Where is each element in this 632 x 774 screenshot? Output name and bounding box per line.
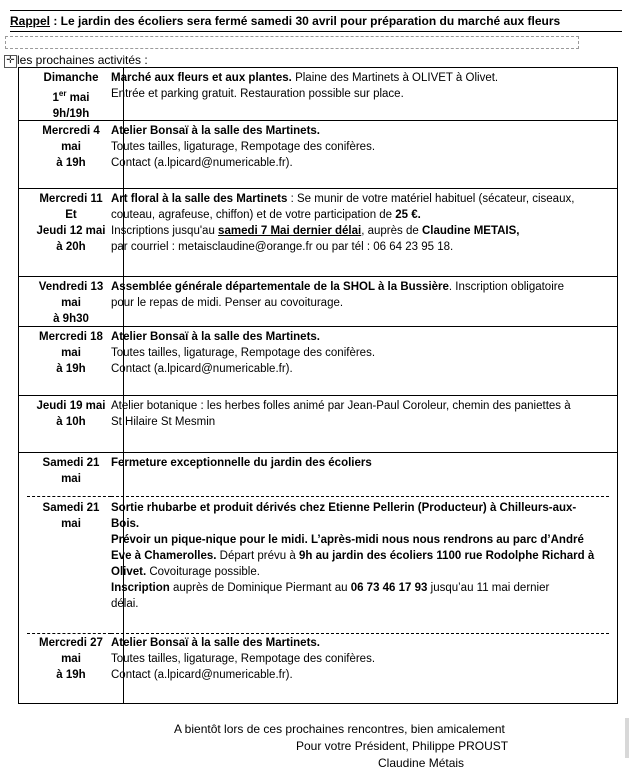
activity-date-line: Samedi 21 bbox=[42, 457, 100, 469]
activity-date-line: à 19h bbox=[56, 157, 86, 169]
reminder-text: : Le jardin des écoliers sera fermé samedi 30 avril pour préparation du marché aux fleurs bbox=[50, 14, 561, 28]
row-separator-left bbox=[27, 633, 111, 634]
activity-date bbox=[19, 455, 123, 487]
row-separator-right bbox=[111, 633, 609, 634]
text-run: Covoiturage possible. bbox=[146, 566, 260, 578]
activity-date-line: Mercredi 18 bbox=[39, 331, 103, 343]
row-separator-left bbox=[27, 496, 111, 497]
text-run: 9h au jardin des écoliers 1100 rue Rodolphe Richard à bbox=[298, 550, 595, 562]
activity-date bbox=[19, 329, 123, 377]
activity-description-line bbox=[111, 455, 609, 471]
activity-description-line bbox=[111, 139, 609, 155]
activity-description-line bbox=[111, 596, 609, 612]
activity-date-line: Vendredi 13 bbox=[38, 281, 104, 293]
activity-date-line: 9h/19h bbox=[52, 107, 90, 120]
activity-description-line bbox=[111, 398, 609, 414]
activity-row bbox=[19, 188, 617, 277]
text-run: St Hilaire St Mesmin bbox=[111, 416, 216, 428]
text-run: Prévoir un pique-nique pour le midi. L’après-midi nous nous rendrons au parc d’André bbox=[111, 534, 584, 546]
activities-table bbox=[18, 67, 618, 704]
activity-date bbox=[19, 123, 123, 171]
text-run: Départ prévu à bbox=[216, 550, 299, 562]
activity-date-line: Mercredi 27 bbox=[39, 637, 103, 649]
activity-description-line bbox=[111, 667, 609, 683]
activity-date-line: mai bbox=[61, 653, 81, 665]
activity-date-line: Et bbox=[65, 209, 77, 221]
closing-line: A bientôt lors de ces prochaines rencontres, bien amicalement bbox=[174, 722, 505, 736]
activity-description-line bbox=[111, 191, 609, 207]
activity-date-line: à 19h bbox=[56, 669, 86, 681]
text-run: samedi 7 Mai dernier délai bbox=[218, 225, 362, 237]
activity-description-line bbox=[111, 580, 609, 596]
activity-description-line bbox=[111, 155, 609, 171]
text-run: Contact (a.lpicard@numericable.fr). bbox=[111, 157, 293, 169]
text-run: Sortie rhubarbe et produit dérivés chez Etienne Pellerin (Producteur) à Chilleurs-aux- bbox=[111, 502, 577, 514]
activity-description bbox=[111, 500, 609, 612]
activity-description-line bbox=[111, 207, 609, 223]
activity-date bbox=[19, 70, 123, 122]
activity-description bbox=[111, 191, 609, 255]
activity-date-line: mai bbox=[61, 297, 81, 309]
activity-row bbox=[19, 496, 617, 633]
table-move-handle-icon[interactable]: ✛ bbox=[4, 55, 17, 68]
activity-description-line bbox=[111, 123, 609, 139]
activity-date-line: Mercredi 4 bbox=[42, 125, 100, 137]
text-run: , auprès de bbox=[361, 225, 422, 237]
activity-description-line bbox=[111, 548, 609, 564]
activity-row bbox=[19, 276, 617, 327]
activity-date-line: Mercredi 11 bbox=[39, 193, 103, 205]
row-separator-right bbox=[111, 496, 609, 497]
text-run: Atelier botanique : les herbes folles animé par Jean-Paul Coroleur, chemin des paniettes à bbox=[111, 400, 571, 412]
text-run: Contact (a.lpicard@numericable.fr). bbox=[111, 669, 293, 681]
activity-date-line: à 10h bbox=[56, 416, 86, 428]
text-run: Plaine des Martinets à OLIVET à Olivet. bbox=[291, 72, 499, 84]
text-run: auprès de Dominique Piermant au bbox=[169, 582, 351, 594]
activity-date bbox=[19, 500, 123, 532]
activity-date-line: mai bbox=[61, 518, 81, 530]
activity-date-line: Samedi 21 bbox=[42, 502, 100, 514]
activity-description-line bbox=[111, 651, 609, 667]
activity-date bbox=[19, 635, 123, 683]
text-run: Contact (a.lpicard@numericable.fr). bbox=[111, 363, 293, 375]
text-run: Bois. bbox=[111, 518, 140, 530]
reminder-label: Rappel bbox=[10, 14, 51, 28]
activity-date-line: à 9h30 bbox=[53, 313, 89, 325]
activity-description-line bbox=[111, 564, 609, 580]
activity-description-line bbox=[111, 516, 609, 532]
activity-date-line: à 19h bbox=[56, 363, 86, 375]
activity-row bbox=[19, 120, 617, 189]
text-run: couteau, agrafeuse, chiffon) et de votre participation de bbox=[111, 209, 396, 221]
text-run: Eve à Chamerolles. bbox=[111, 550, 217, 562]
text-run: 25 €. bbox=[395, 209, 421, 221]
text-run: Inscriptions jusqu'au bbox=[111, 225, 219, 237]
text-run: Atelier Bonsaï à la salle des Martinets. bbox=[111, 331, 320, 343]
activity-date bbox=[19, 191, 123, 255]
text-run: Atelier Bonsaï à la salle des Martinets. bbox=[111, 125, 320, 137]
activity-description bbox=[111, 123, 609, 171]
activity-date-line: Jeudi 19 mai bbox=[36, 400, 106, 412]
activity-description-line bbox=[111, 414, 609, 430]
text-run: 06 73 46 17 93 bbox=[350, 582, 428, 594]
activity-date-line: Dimanche bbox=[43, 72, 99, 84]
text-run: : Se munir de votre matériel habituel (sécateur, ciseaux, bbox=[287, 193, 575, 205]
empty-text-field[interactable] bbox=[5, 36, 579, 49]
activity-description bbox=[111, 329, 609, 377]
text-run: Assemblée générale départementale de la SHOL à la Bussière bbox=[111, 281, 449, 293]
activity-description-line bbox=[111, 532, 609, 548]
activity-description-line bbox=[111, 345, 609, 361]
activity-date-line: mai bbox=[61, 141, 81, 153]
activity-row bbox=[19, 395, 617, 453]
activity-date-line: à 20h bbox=[56, 241, 86, 253]
activity-description-line bbox=[111, 279, 609, 295]
text-run: Art floral à la salle des Martinets bbox=[111, 193, 288, 205]
activity-description-line bbox=[111, 86, 609, 102]
activity-date-line: 1er mai bbox=[52, 89, 90, 104]
text-run: Toutes tailles, ligaturage, Rempotage des conifères. bbox=[111, 141, 376, 153]
text-run: Olivet. bbox=[111, 566, 147, 578]
text-run: pour le repas de midi. Penser au covoiturage. bbox=[111, 297, 344, 309]
activity-description bbox=[111, 398, 609, 430]
activity-description-line bbox=[111, 500, 609, 516]
activity-description-line bbox=[111, 223, 609, 239]
activity-date-line: Jeudi 12 mai bbox=[36, 225, 106, 237]
activity-row bbox=[19, 326, 617, 396]
activity-description bbox=[111, 635, 609, 683]
text-run: . Inscription obligatoire bbox=[448, 281, 564, 293]
text-run: Atelier Bonsaï à la salle des Martinets. bbox=[111, 637, 320, 649]
signature-name: Claudine Métais bbox=[378, 756, 465, 770]
text-run: Claudine METAIS, bbox=[421, 225, 520, 237]
page-edge-marker bbox=[625, 718, 629, 758]
text-run: jusqu’au 11 mai dernier bbox=[427, 582, 550, 594]
activity-description bbox=[111, 455, 609, 471]
activity-description-line bbox=[111, 239, 609, 255]
activity-description-line bbox=[111, 295, 609, 311]
activity-description-line bbox=[111, 70, 609, 86]
reminder-banner bbox=[10, 10, 622, 32]
activities-heading: les prochaines activités : bbox=[17, 53, 148, 67]
activity-description-line bbox=[111, 361, 609, 377]
activity-date-line: mai bbox=[61, 347, 81, 359]
activity-date bbox=[19, 398, 123, 430]
signature-line: Pour votre Président, Philippe PROUST bbox=[296, 739, 509, 753]
text-run: Toutes tailles, ligaturage, Rempotage des conifères. bbox=[111, 347, 376, 359]
activity-description bbox=[111, 70, 609, 102]
text-run: Marché aux fleurs et aux plantes. bbox=[111, 72, 292, 84]
text-run: Entrée et parking gratuit. Restauration possible sur place. bbox=[111, 88, 404, 100]
text-run: par courriel : metaisclaudine@orange.fr ou par tél : 06 64 23 95 18. bbox=[111, 241, 454, 253]
activity-date bbox=[19, 279, 123, 327]
activity-description-line bbox=[111, 635, 609, 651]
text-run: délai. bbox=[111, 598, 139, 610]
activity-row bbox=[19, 633, 617, 703]
text-run: Toutes tailles, ligaturage, Rempotage des conifères. bbox=[111, 653, 376, 665]
activity-description bbox=[111, 279, 609, 311]
activity-date-line: mai bbox=[61, 473, 81, 485]
text-run: Fermeture exceptionnelle du jardin des écoliers bbox=[111, 457, 372, 469]
activity-row bbox=[19, 452, 617, 497]
activity-row bbox=[19, 68, 617, 120]
text-run: Inscription bbox=[111, 582, 170, 594]
activity-description-line bbox=[111, 329, 609, 345]
